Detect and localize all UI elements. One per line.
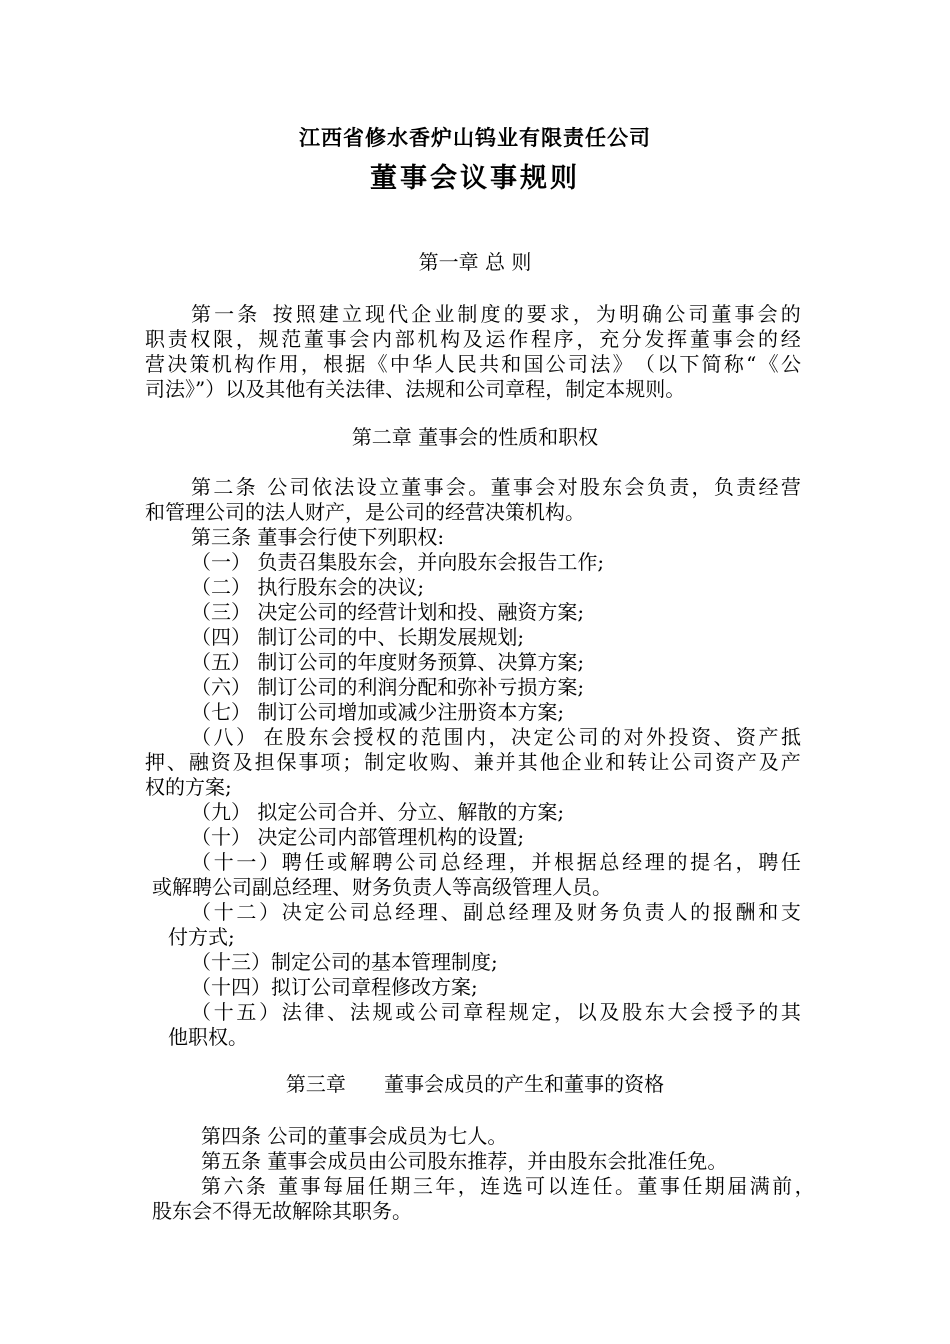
- power-item-10: （十） 决定公司内部管理机构的设置;: [191, 825, 525, 849]
- power-item-2: （二） 执行股东会的决议;: [191, 575, 425, 599]
- article-6-line-2: 股东会不得无故解除其职务。: [152, 1199, 412, 1223]
- article-2-line-1: 第 二 条 公 司 依 法 设 立 董 事 会 。 董 事 会 对 股 东 会 负 责 ， 负 责 经 营: [191, 475, 801, 499]
- power-item-8-line-3: 权的方案;: [145, 775, 232, 799]
- power-item-4: （四） 制订公司的中、长期发展规划;: [191, 625, 525, 649]
- article-1-line-1: 第 一 条 按 照 建 立 现 代 企 业 制 度 的 要 求 ， 为 明 确 公 司 董 事 会 的: [191, 302, 801, 326]
- company-name: 江西省修水香炉山钨业有限责任公司: [299, 126, 651, 150]
- document-title: 董事会议事规则: [370, 163, 580, 194]
- article-5: 第五条 董事会成员由公司股东推荐，并由股东会批准任免。: [201, 1149, 728, 1173]
- power-item-1: （一） 负责召集股东会，并向股东会报告工作;: [191, 550, 605, 574]
- article-2-line-2: 和管理公司的法人财产，是公司的经营决策机构。: [145, 500, 585, 524]
- power-item-15-line-1: （ 十 五 ） 法 律 、 法 规 或 公 司 章 程 规 定 ， 以 及 股 东 大 会 授 予 的 其: [191, 1000, 801, 1024]
- power-item-6: （六） 制订公司的利润分配和弥补亏损方案;: [191, 675, 585, 699]
- article-3: 第三条 董事会行使下列职权:: [191, 525, 445, 549]
- power-item-7: （七） 制订公司增加或减少注册资本方案;: [191, 700, 565, 724]
- power-item-5: （五） 制订公司的年度财务预算、决算方案;: [191, 650, 585, 674]
- chapter-2-heading: 第二章 董事会的性质和职权: [351, 425, 599, 449]
- article-1-line-2: 职 责 权 限 ， 规 范 董 事 会 内 部 机 构 及 运 作 程 序 ， 充 分 发 挥 董 事 会 的 经: [145, 327, 801, 351]
- article-6-line-1: 第 六 条 董 事 每 届 任 期 三 年 ， 连 选 可 以 连 任 。 董 事 任 期 届 满 前 ，: [201, 1174, 815, 1198]
- chapter-1-heading: 第一章 总 则: [418, 250, 532, 274]
- power-item-9: （九） 拟定公司合并、分立、解散的方案;: [191, 800, 565, 824]
- chapter-3-heading: 第三章 董事会成员的产生和董事的资格: [285, 1072, 665, 1096]
- power-item-3: （三） 决定公司的经营计划和投、融资方案;: [191, 600, 585, 624]
- power-item-8-line-2: 押 、 融 资 及 担 保 事 项 ； 制 定 收 购 、 兼 并 其 他 企 业 和 转 让 公 司 资 产 及 产: [145, 750, 801, 774]
- power-item-13: （十三）制定公司的基本管理制度;: [191, 950, 498, 974]
- article-4: 第四条 公司的董事会成员为七人。: [201, 1124, 508, 1148]
- power-item-11-line-2: 或解聘公司副总经理、财务负责人等高级管理人员。: [152, 875, 612, 899]
- power-item-15-line-2: 他职权。: [168, 1025, 248, 1049]
- power-item-12-line-2: 付方式;: [168, 925, 235, 949]
- power-item-11-line-1: （ 十 一 ） 聘 任 或 解 聘 公 司 总 经 理 ， 并 根 据 总 经 理 的 提 名 ， 聘 任: [191, 850, 801, 874]
- power-item-14: （十四）拟订公司章程修改方案;: [191, 975, 478, 999]
- power-item-8-line-1: （ 八 ） 在 股 东 会 授 权 的 范 围 内 ， 决 定 公 司 的 对 外 投 资 、 资 产 抵: [191, 725, 801, 749]
- power-item-12-line-1: （ 十 二 ） 决 定 公 司 总 经 理 、 副 总 经 理 及 财 务 负 责 人 的 报 酬 和 支: [191, 900, 801, 924]
- article-1-line-3: 营 决 策 机 构 作 用 ， 根 据 《 中 华 人 民 共 和 国 公 司 法 》 （ 以 下 简 称 “ 《 公: [145, 352, 801, 376]
- article-1-line-4: 司法》”）以及其他有关法律、法规和公司章程，制定本规则。: [145, 377, 686, 401]
